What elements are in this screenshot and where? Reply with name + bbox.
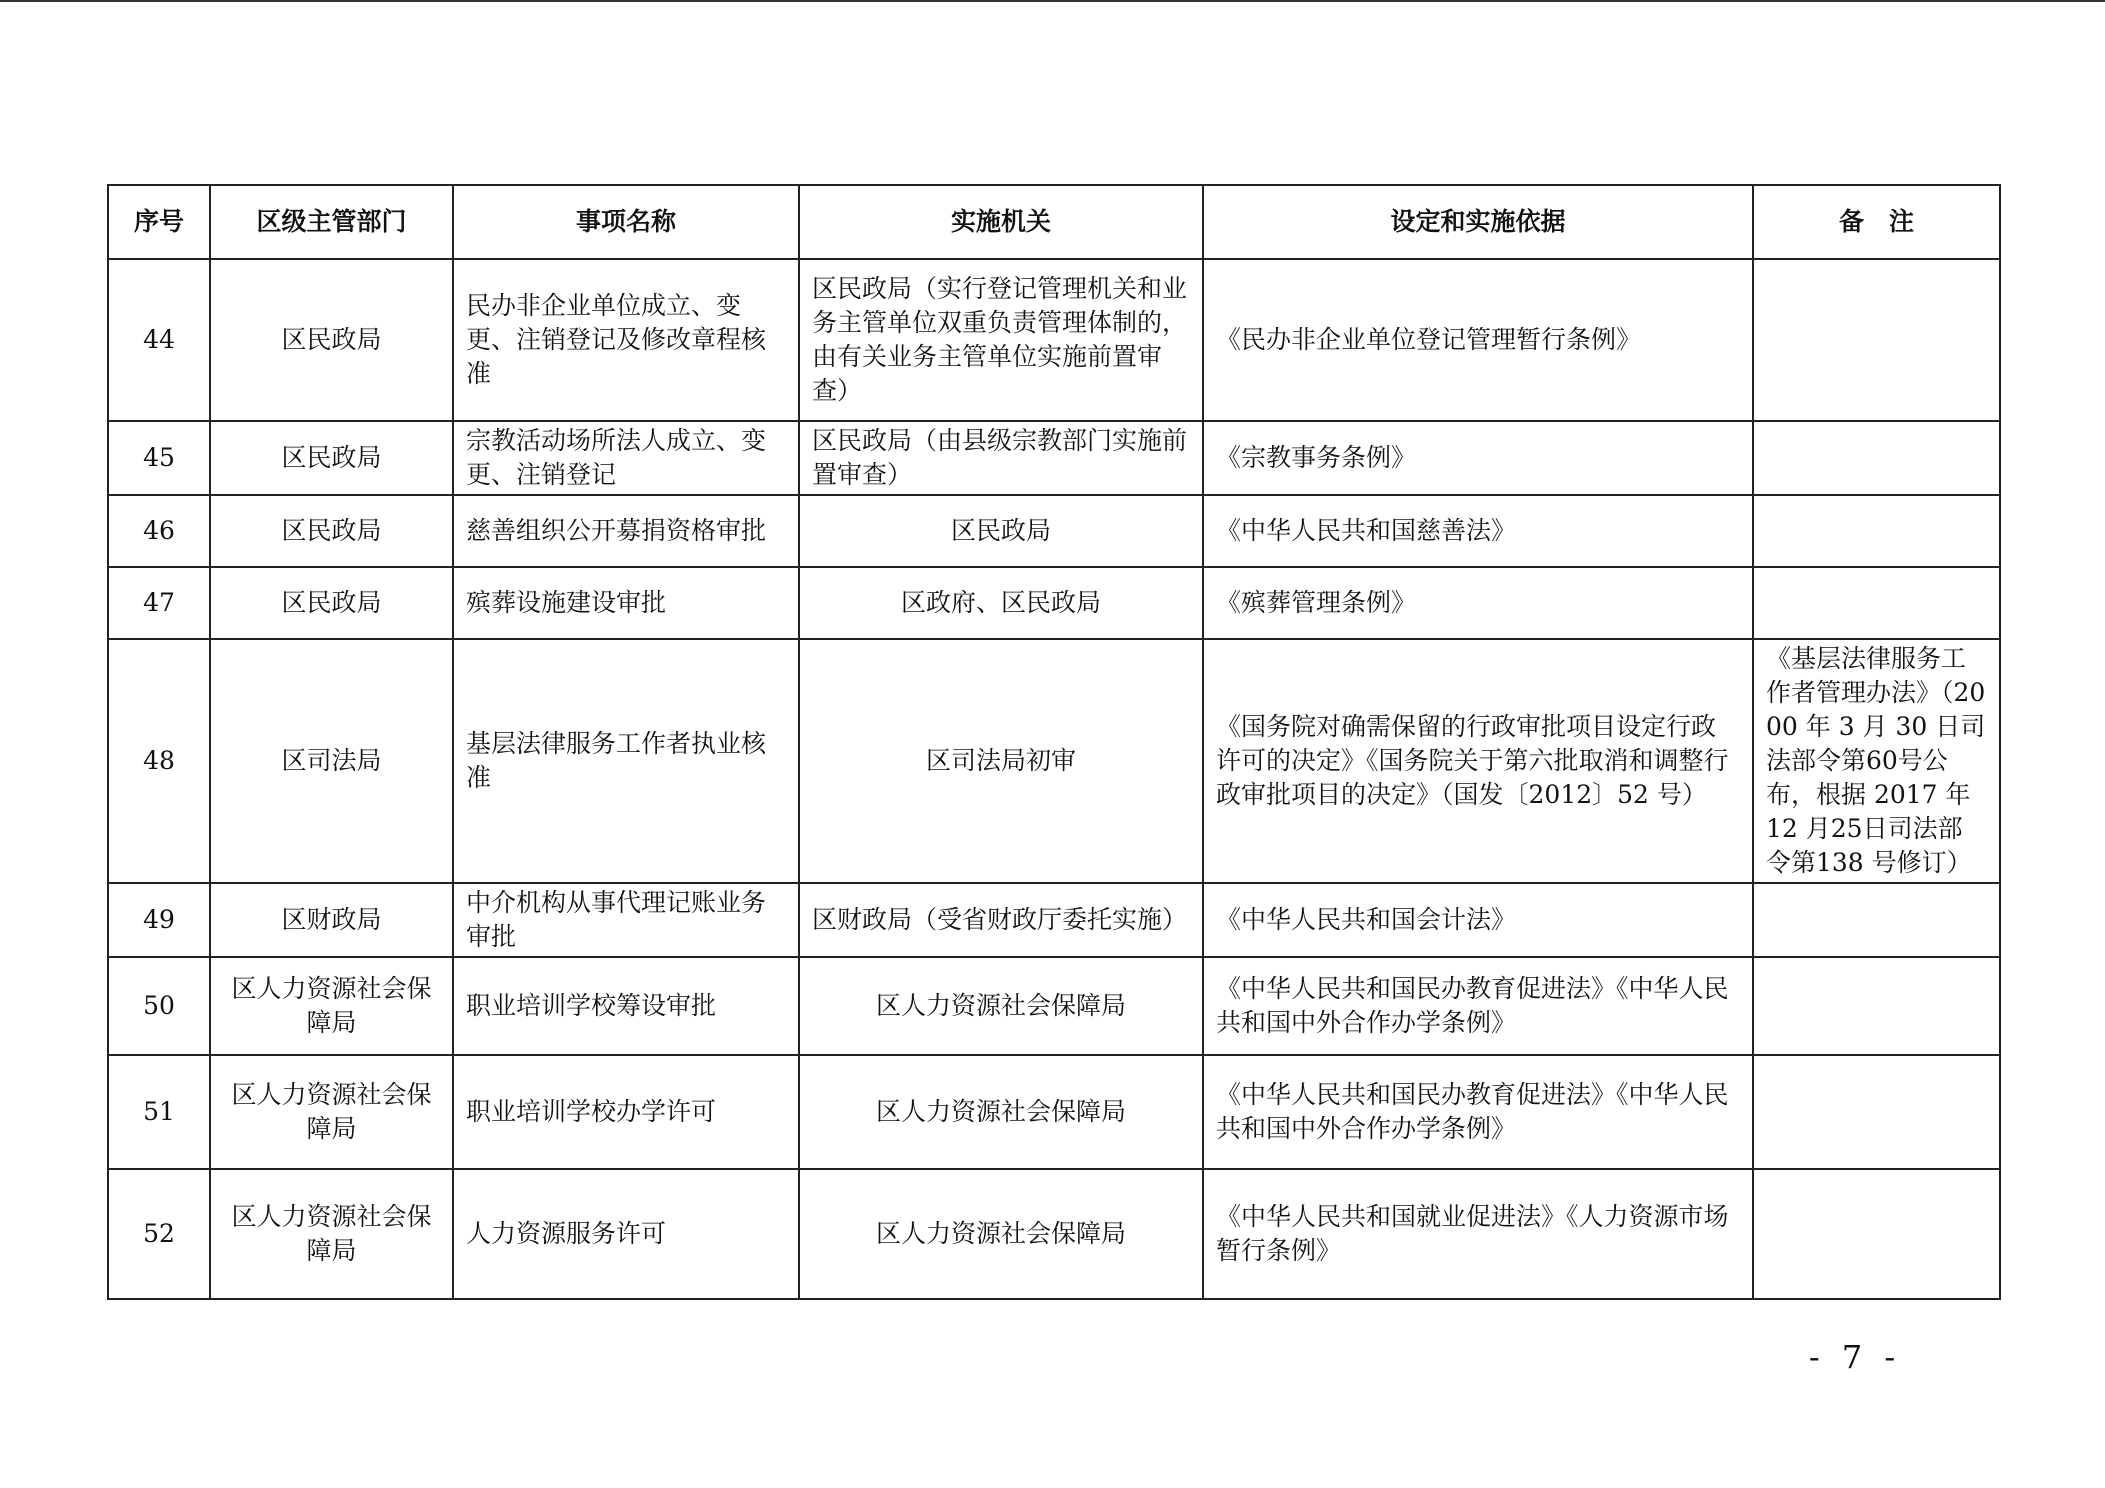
remarks-cell: 《基层法律服务工作者管理办法》（2000 年 3 月 30 日司法部令第60号公布，根据 2017 年 12 月25日司法部令第138 号修订）: [1753, 639, 2000, 883]
basis-cell: 《中华人民共和国民办教育促进法》《中华人民共和国中外合作办学条例》: [1203, 1055, 1753, 1169]
serial-number-cell: 45: [108, 421, 210, 495]
agency-cell: 区司法局初审: [799, 639, 1203, 883]
basis-cell: 《国务院对确需保留的行政审批项目设定行政许可的决定》《国务院关于第六批取消和调整行政审批项目的决定》（国发〔2012〕52 号）: [1203, 639, 1753, 883]
department-cell: 区民政局: [210, 421, 453, 495]
item-name-cell: 民办非企业单位成立、变更、注销登记及修改章程核准: [453, 259, 799, 421]
agency-cell: 区人力资源社会保障局: [799, 1055, 1203, 1169]
department-cell: 区民政局: [210, 495, 453, 567]
table-row: [108, 495, 2000, 567]
header-remarks: 备 注: [1753, 185, 2000, 259]
remarks-cell: [1753, 421, 2000, 495]
department-cell: 区人力资源社会保障局: [210, 957, 453, 1055]
table-row: [108, 567, 2000, 639]
department-cell: 区人力资源社会保障局: [210, 1169, 453, 1299]
basis-cell: 《中华人民共和国慈善法》: [1203, 495, 1753, 567]
page-number: - 7 -: [1808, 1338, 1902, 1376]
remarks-cell: [1753, 957, 2000, 1055]
department-cell: 区司法局: [210, 639, 453, 883]
agency-cell: 区政府、区民政局: [799, 567, 1203, 639]
item-name-cell: 人力资源服务许可: [453, 1169, 799, 1299]
serial-number-cell: 52: [108, 1169, 210, 1299]
header-implementing-agency: 实施机关: [799, 185, 1203, 259]
agency-cell: 区人力资源社会保障局: [799, 957, 1203, 1055]
remarks-cell: [1753, 883, 2000, 957]
approval-items-table: [107, 184, 2001, 1300]
table-row: [108, 259, 2000, 421]
table-row: [108, 883, 2000, 957]
agency-cell: 区民政局: [799, 495, 1203, 567]
remarks-cell: [1753, 567, 2000, 639]
basis-cell: 《殡葬管理条例》: [1203, 567, 1753, 639]
department-cell: 区民政局: [210, 567, 453, 639]
item-name-cell: 职业培训学校办学许可: [453, 1055, 799, 1169]
serial-number-cell: 50: [108, 957, 210, 1055]
table-row: [108, 421, 2000, 495]
header-department: 区级主管部门: [210, 185, 453, 259]
header-item-name: 事项名称: [453, 185, 799, 259]
top-rule: [0, 0, 2105, 2]
remarks-cell: [1753, 495, 2000, 567]
serial-number-cell: 51: [108, 1055, 210, 1169]
table-row: [108, 639, 2000, 883]
agency-cell: 区财政局（受省财政厅委托实施）: [799, 883, 1203, 957]
department-cell: 区民政局: [210, 259, 453, 421]
item-name-cell: 殡葬设施建设审批: [453, 567, 799, 639]
serial-number-cell: 46: [108, 495, 210, 567]
item-name-cell: 宗教活动场所法人成立、变更、注销登记: [453, 421, 799, 495]
serial-number-cell: 48: [108, 639, 210, 883]
header-legal-basis: 设定和实施依据: [1203, 185, 1753, 259]
serial-number-cell: 49: [108, 883, 210, 957]
item-name-cell: 职业培训学校筹设审批: [453, 957, 799, 1055]
department-cell: 区人力资源社会保障局: [210, 1055, 453, 1169]
basis-cell: 《中华人民共和国就业促进法》《人力资源市场暂行条例》: [1203, 1169, 1753, 1299]
agency-cell: 区人力资源社会保障局: [799, 1169, 1203, 1299]
table-row: [108, 1055, 2000, 1169]
table-row: [108, 1169, 2000, 1299]
basis-cell: 《中华人民共和国民办教育促进法》《中华人民共和国中外合作办学条例》: [1203, 957, 1753, 1055]
serial-number-cell: 44: [108, 259, 210, 421]
remarks-cell: [1753, 1169, 2000, 1299]
basis-cell: 《宗教事务条例》: [1203, 421, 1753, 495]
table-header-row: [108, 185, 2000, 259]
item-name-cell: 基层法律服务工作者执业核准: [453, 639, 799, 883]
table-row: [108, 957, 2000, 1055]
remarks-cell: [1753, 1055, 2000, 1169]
agency-cell: 区民政局（由县级宗教部门实施前置审查）: [799, 421, 1203, 495]
basis-cell: 《民办非企业单位登记管理暂行条例》: [1203, 259, 1753, 421]
agency-cell: 区民政局（实行登记管理机关和业务主管单位双重负责管理体制的，由有关业务主管单位实施前置审查）: [799, 259, 1203, 421]
remarks-cell: [1753, 259, 2000, 421]
serial-number-cell: 47: [108, 567, 210, 639]
department-cell: 区财政局: [210, 883, 453, 957]
basis-cell: 《中华人民共和国会计法》: [1203, 883, 1753, 957]
header-serial-number: 序号: [108, 185, 210, 259]
item-name-cell: 中介机构从事代理记账业务审批: [453, 883, 799, 957]
item-name-cell: 慈善组织公开募捐资格审批: [453, 495, 799, 567]
